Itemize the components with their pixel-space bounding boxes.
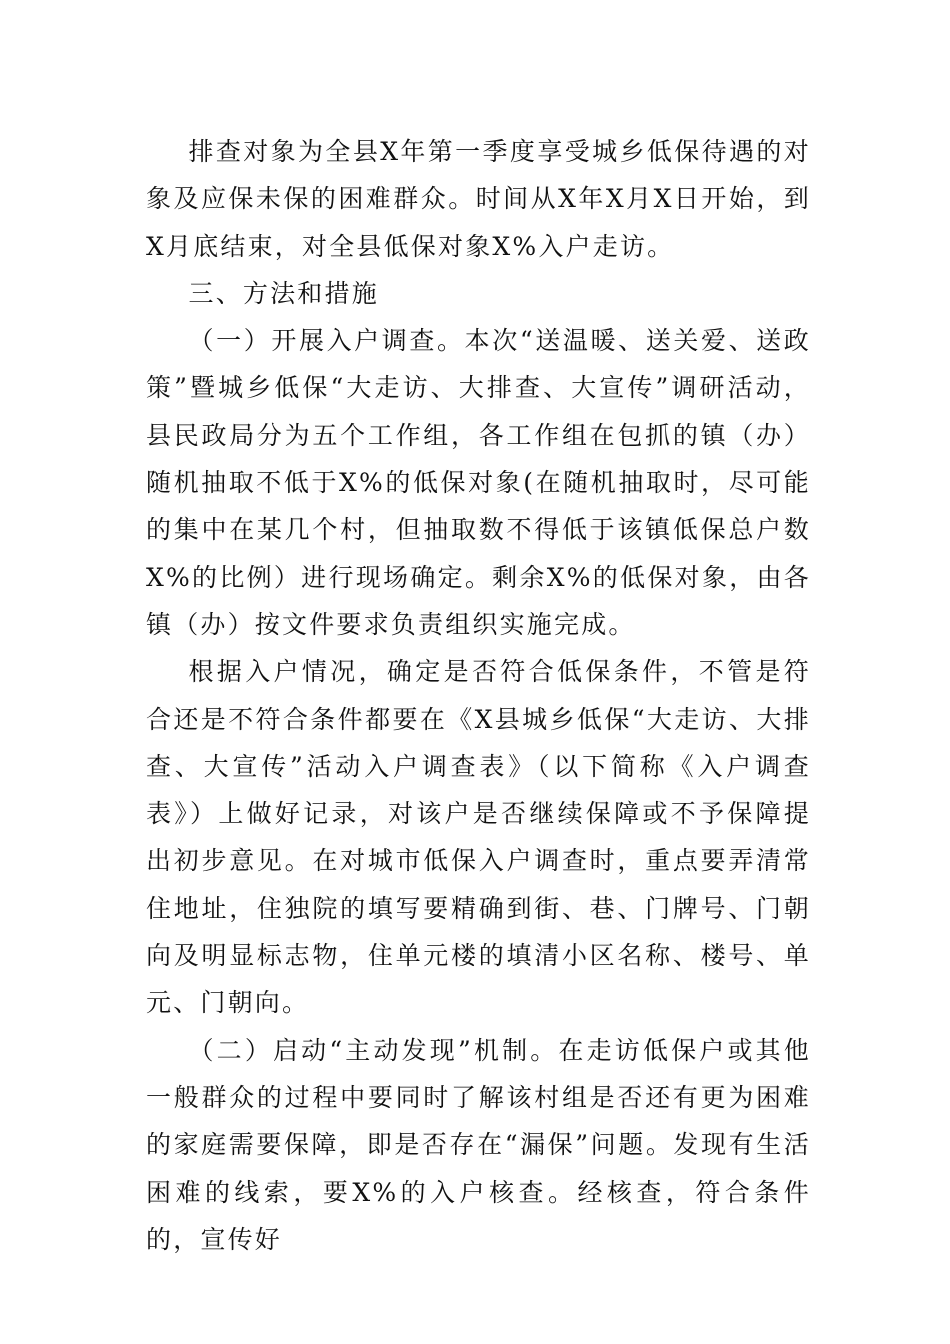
- document-body: [146, 128, 811, 1263]
- paragraph-active-discovery: （二）启动“主动发现”机制。在走访低保户或其他一般群众的过程中要同时了解该村组是否还有更为困难的家庭需要保障，即是否存在“漏保”问题。发现有生活困难的线索，要X%的入户核查。经核查，符合条件的，宣传好: [146, 1035, 811, 1254]
- paragraph-household-survey: （一）开展入户调查。本次“送温暖、送关爱、送政策”暨城乡低保“大走访、大排查、大宣传”调研活动，县民政局分为五个工作组，各工作组在包抓的镇（办）随机抽取不低于X%的低保对象(在随机抽取时，尽可能的集中在某几个村，但抽取数不得低于该镇低保总户数X%的比例）进行现场确定。剩余X%的低保对象，由各镇（办）按文件要求负责组织实施完成。: [146, 326, 811, 639]
- paragraph-scope: 排查对象为全县X年第一季度享受城乡低保待遇的对象及应保未保的困难群众。时间从X年X月X日开始，到X月底结束，对全县低保对象X%入户走访。: [146, 137, 811, 261]
- section-heading-methods: 三、方法和措施: [188, 278, 379, 308]
- paragraph-survey-records: 根据入户情况，确定是否符合低保条件，不管是符合还是不符合条件都要在《X县城乡低保“大走访、大排查、大宣传”活动入户调查表》（以下简称《入户调查表》）上做好记录，对该户是否继续保障或不予保障提出初步意见。在对城市低保入户调查时，重点要弄清常住地址，住独院的填写要精确到街、巷、门牌号、门朝向及明显标志物，住单元楼的填清小区名称、楼号、单元、门朝向。: [146, 657, 811, 1018]
